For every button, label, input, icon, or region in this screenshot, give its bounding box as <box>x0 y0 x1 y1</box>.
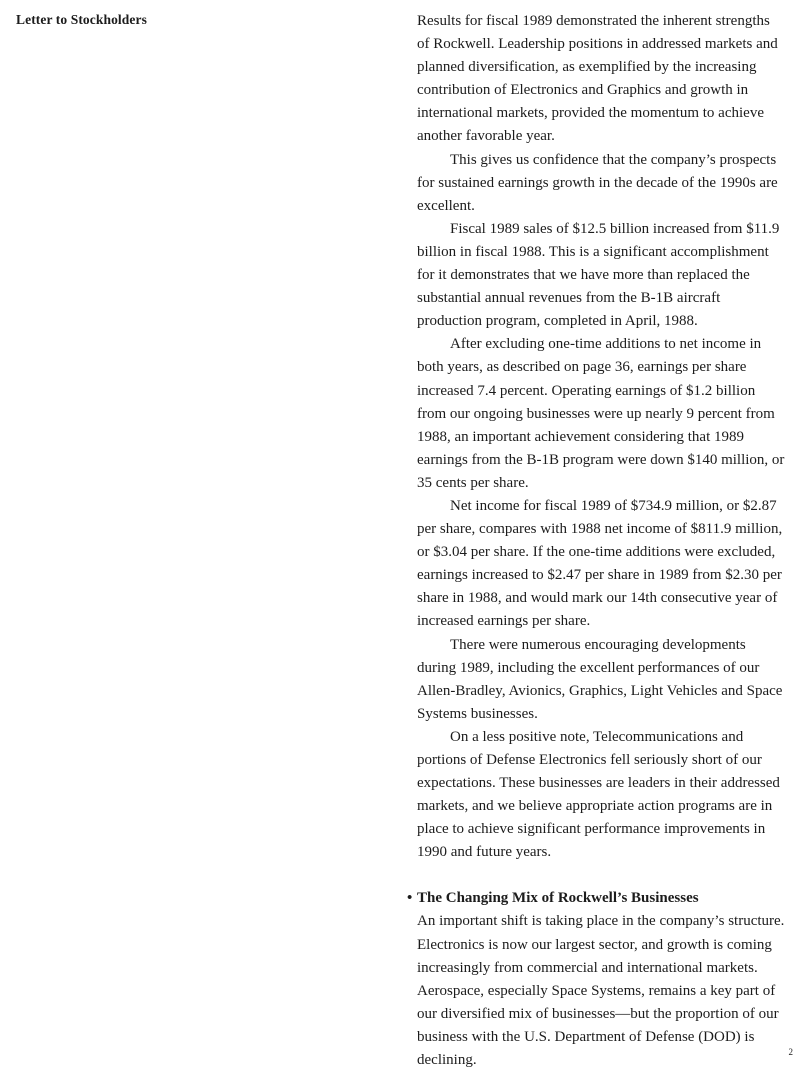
section-paragraph: An important shift is taking place in the company’s structure. Electronics is now our largest sector, and growth is coming increasingly from commercial and international markets. Aerospace, especially Space Systems, remains a key part of our diversified mix of businesses—but the proportion of our business with the U.S. Department of Defense (DOD) is declining. <box>417 913 785 1069</box>
paragraph: There were numerous encouraging developments during 1989, including the excellent performances of our Allen-Bradley, Avionics, Graphics, Light Vehicles and Space Systems businesses. <box>417 636 783 722</box>
paragraph: After excluding one-time additions to net income in both years, as described on page 36, earnings per share increased 7.4 percent. Operating earnings of $1.2 billion from our ongoing businesses were up nearly 9 percent from 1988, an important achievement considering that 1989 earnings from the B-1B program were down $140 million, or 35 cents per share. <box>417 336 785 491</box>
paragraph: On a less positive note, Telecommunications and portions of Defense Electronics fell seriously short of our expectations. These businesses are leaders in their addressed markets, and we believe appropriate action programs are in place to achieve significant performance improvements in 1990 and future years. <box>417 728 780 861</box>
paragraph: Fiscal 1989 sales of $12.5 billion increased from $11.9 billion in fiscal 1988. This is a significant accomplishment for it demonstrates that we have more than replaced the substantial annual revenues from the B-1B aircraft production program, completed in April, 1988. <box>417 220 780 330</box>
paragraph: This gives us confidence that the company’s prospects for sustained earnings growth in the decade of the 1990s are excellent. <box>417 151 778 214</box>
letter-body <box>407 10 785 1072</box>
bullet-icon: • <box>407 890 413 907</box>
section-heading-text: The Changing Mix of Rockwell’s Businesses <box>417 890 699 907</box>
section-heading <box>407 887 785 910</box>
paragraph: Results for fiscal 1989 demonstrated the inherent strengths of Rockwell. Leadership positions in addressed markets and planned diversification, as exemplified by the increasing contribution of Electronics and Graphics and growth in international markets, provided the momentum to achieve another favorable year. <box>417 13 778 145</box>
paragraph: Net income for fiscal 1989 of $734.9 million, or $2.87 per share, compares with 1988 net income of $811.9 million, or $3.04 per share. If the one-time additions were excluded, earnings increased to $2.47 per share in 1989 from $2.30 per share in 1988, and would mark our 14th consecutive year of increased earnings per share. <box>417 497 783 630</box>
page-number: 2 <box>788 1047 793 1057</box>
page-title: Letter to Stockholders <box>16 12 147 27</box>
